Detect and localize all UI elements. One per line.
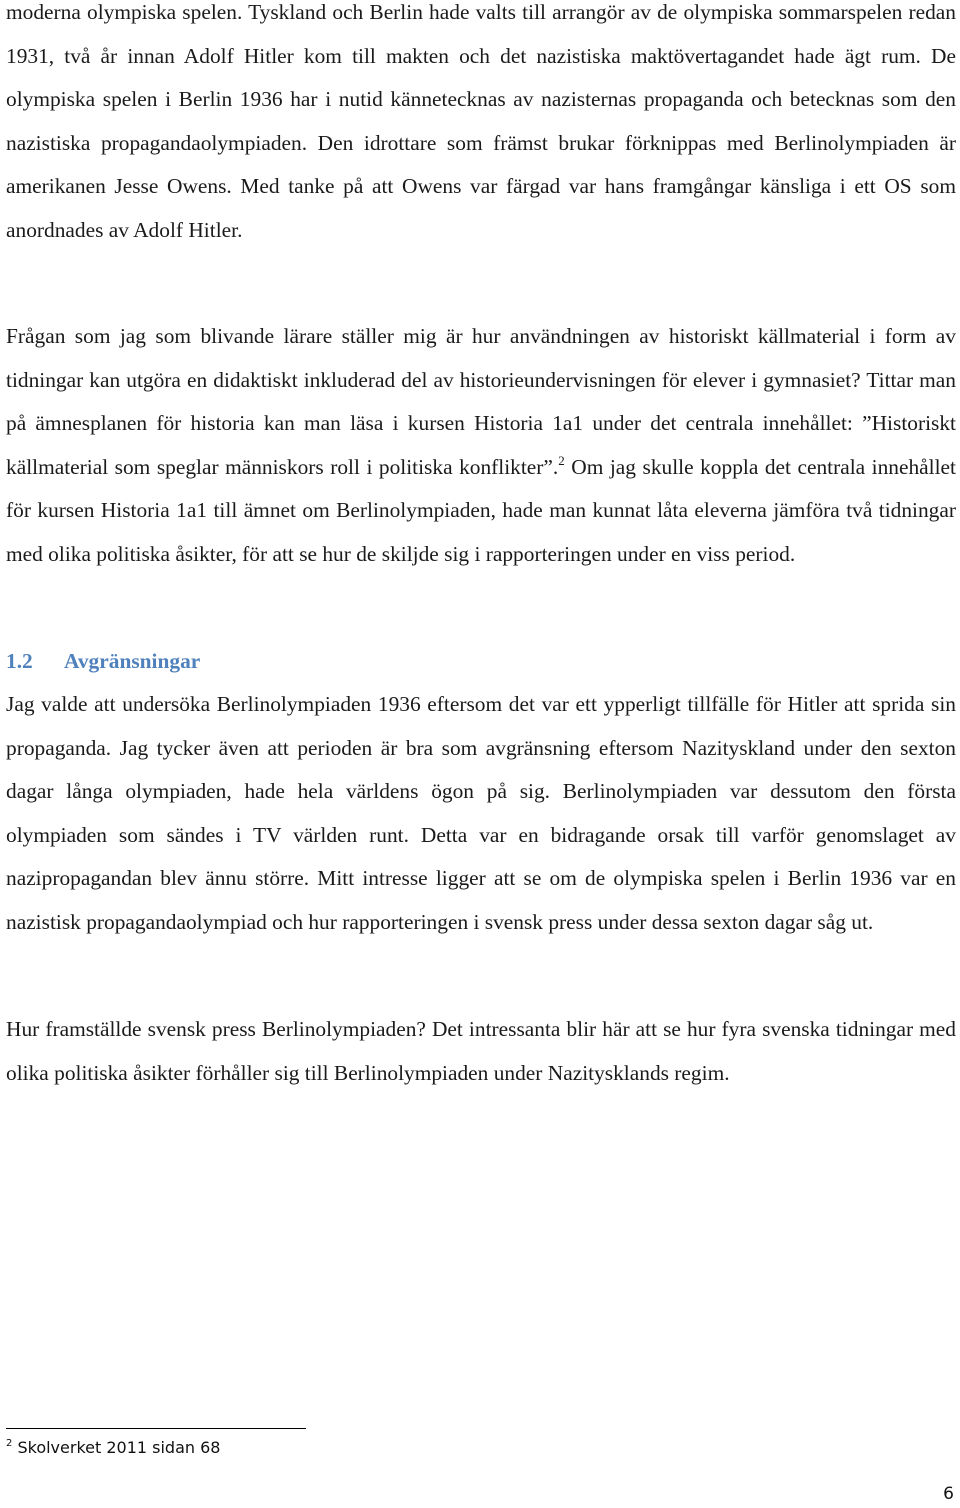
footnote <box>6 1437 220 1459</box>
footnote-text: Skolverket 2011 sidan 68 <box>17 1438 221 1457</box>
body-paragraph-1: moderna olympiska spelen. Tyskland och Berlin hade valts till arrangör av de olympiska sommarspelen redan 1931, två år innan Adolf Hitler kom till makten och det nazistiska maktövertagandet hade ägt rum. De olympiska spelen i Berlin 1936 har i nutid kännetecknas av nazisternas propaganda och betecknas som den nazistiska propagandaolympiaden. Den idrottare som främst brukar förknippas med Berlinolympiaden är amerikanen Jesse Owens. Med tanke på att Owens var färgad var hans framgångar känsliga i ett OS som anordnades av Adolf Hitler. <box>6 0 956 242</box>
paragraph-2-text: Frågan som jag som blivande lärare ställer mig är hur användningen av historiskt källmaterial i form av tidningar kan utgöra en didaktiskt inkluderad del av historieundervisningen för elever i gymnasiet? Tittar man på ämnesplanen för historia kan man läsa i kursen Historia 1a1 under det centrala innehållet: ”Historiskt källmaterial som speglar människors roll i politiska konflikter”. <box>6 324 956 479</box>
footnote-reference[interactable]: 2 <box>558 452 565 468</box>
footnote-separator <box>6 1428 306 1429</box>
body-paragraph-2 <box>6 315 956 577</box>
page-number: 6 <box>943 1484 954 1504</box>
paragraph-2-continuation: Om jag skulle koppla det centrala innehållet för kursen Historia 1a1 till ämnet om Berlinolympiaden, hade man kunnat låta eleverna jämföra två tidningar med olika politiska åsikter, för att se hur de skiljde sig i rapporteringen under en viss period. <box>6 454 956 566</box>
section-title: Avgränsningar <box>64 649 201 673</box>
section-number: 1.2 <box>6 649 33 673</box>
section-paragraph-2: Hur framställde svensk press Berlinolympiaden? Det intressanta blir här att se hur fyra svenska tidningar med olika politiska åsikter förhåller sig till Berlinolympiaden under Nazitysklands regim. <box>6 1017 956 1085</box>
footnote-number: 2 <box>6 1438 13 1449</box>
section-paragraph-1: Jag valde att undersöka Berlinolympiaden 1936 eftersom det var ett ypperligt tillfälle för Hitler att sprida sin propaganda. Jag tycker även att perioden är bra som avgränsning eftersom Nazityskland under den sexton dagar långa olympiaden, hade hela världens ögon på sig. Berlinolympiaden var dessutom den första olympiaden som sändes i TV världen runt. Detta var en bidragande orsak till varför genomslaget av nazipropagandan blev ännu större. Mitt intresse ligger att se om de olympiska spelen i Berlin 1936 var en nazistisk propagandaolympiad och hur rapporteringen i svensk press under dessa sexton dagar såg ut. <box>6 692 956 934</box>
section-heading <box>6 640 200 684</box>
